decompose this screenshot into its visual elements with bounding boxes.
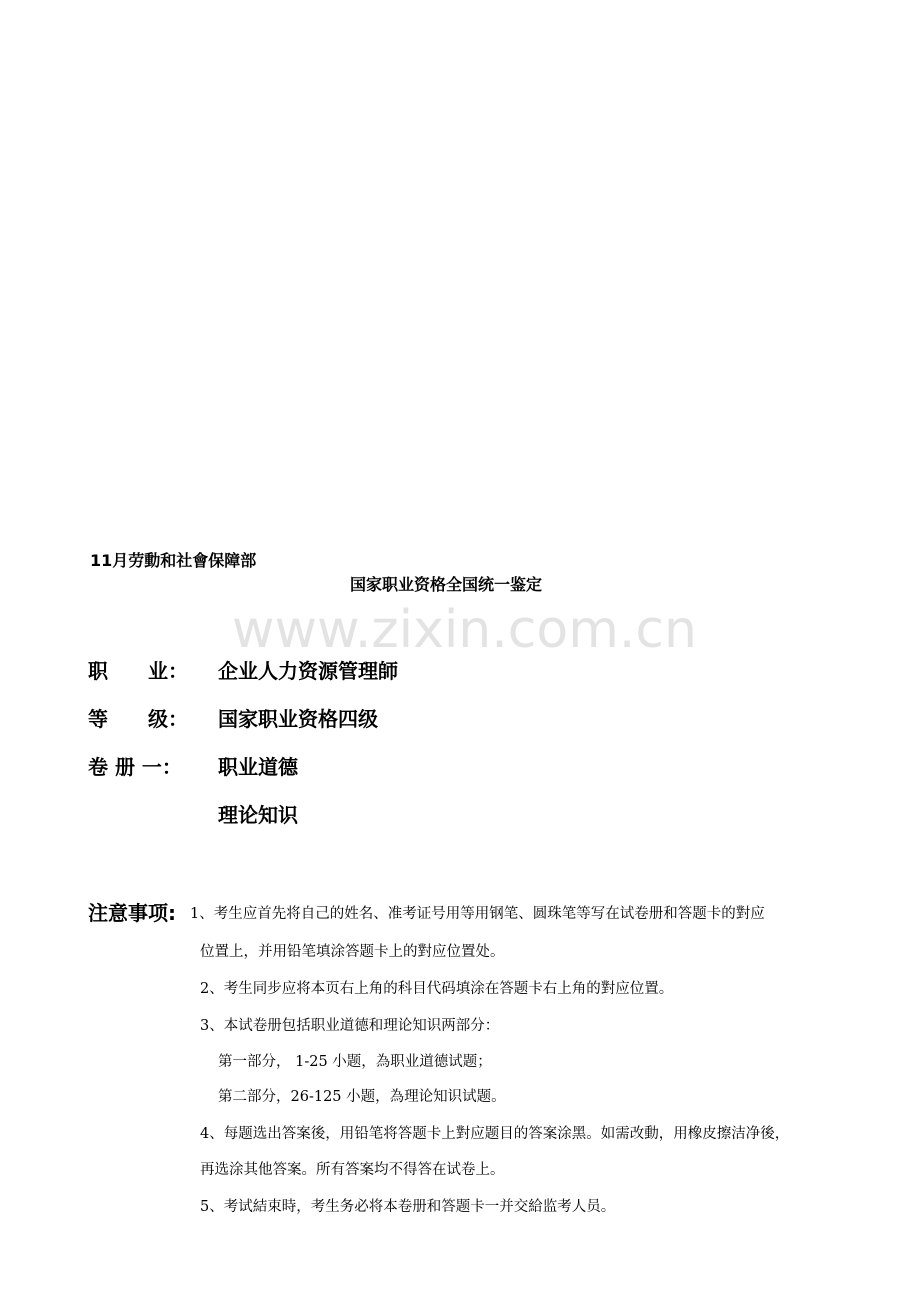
note-line: 3、本试卷册包括职业道德和理论知识两部分： <box>200 1018 500 1034</box>
note-line: 4、每题选出答案後，用铅笔将答题卡上對应题目的答案涂黑。如需改動，用橡皮擦洁净後， <box>200 1126 790 1142</box>
occupation-label: 职 业： <box>88 659 188 683</box>
volume-label: 卷 册 一： <box>88 755 182 779</box>
note-line: 再选涂其他答案。所有答案均不得答在试卷上。 <box>200 1162 505 1178</box>
volume-subject-theory: 理论知识 <box>218 803 298 827</box>
notes-heading: 注意事项: <box>88 901 176 925</box>
occupation-value: 企业人力资源管理師 <box>218 659 398 683</box>
note-line: 5、考试結束時，考生务必将本卷册和答题卡一并交給监考人员。 <box>200 1199 616 1215</box>
level-label: 等 级： <box>88 707 188 731</box>
watermark: www.zixin.com.cn <box>232 600 697 660</box>
exam-title: 国家职业资格全国统一鉴定 <box>350 575 543 594</box>
volume-subject-ethics: 职业道德 <box>218 755 298 779</box>
note-line: 1、考生应首先将自己的姓名、准考证号用等用钢笔、圆珠笔等写在试卷册和答题卡的對应 <box>190 906 765 922</box>
note-line: 位置上，并用铅笔填涂答题卡上的對应位置处。 <box>200 944 505 960</box>
note-line: 第一部分， 1-25 小题，為职业道德试题； <box>218 1054 492 1070</box>
level-value: 国家职业资格四级 <box>218 707 378 731</box>
note-line: 第二部分，26-125 小题，為理论知识试题。 <box>218 1089 506 1105</box>
issuing-organization: 11月劳動和社會保障部 <box>90 551 257 570</box>
note-line: 2、考生同步应将本页右上角的科目代码填涂在答题卡右上角的對应位置。 <box>200 981 674 997</box>
